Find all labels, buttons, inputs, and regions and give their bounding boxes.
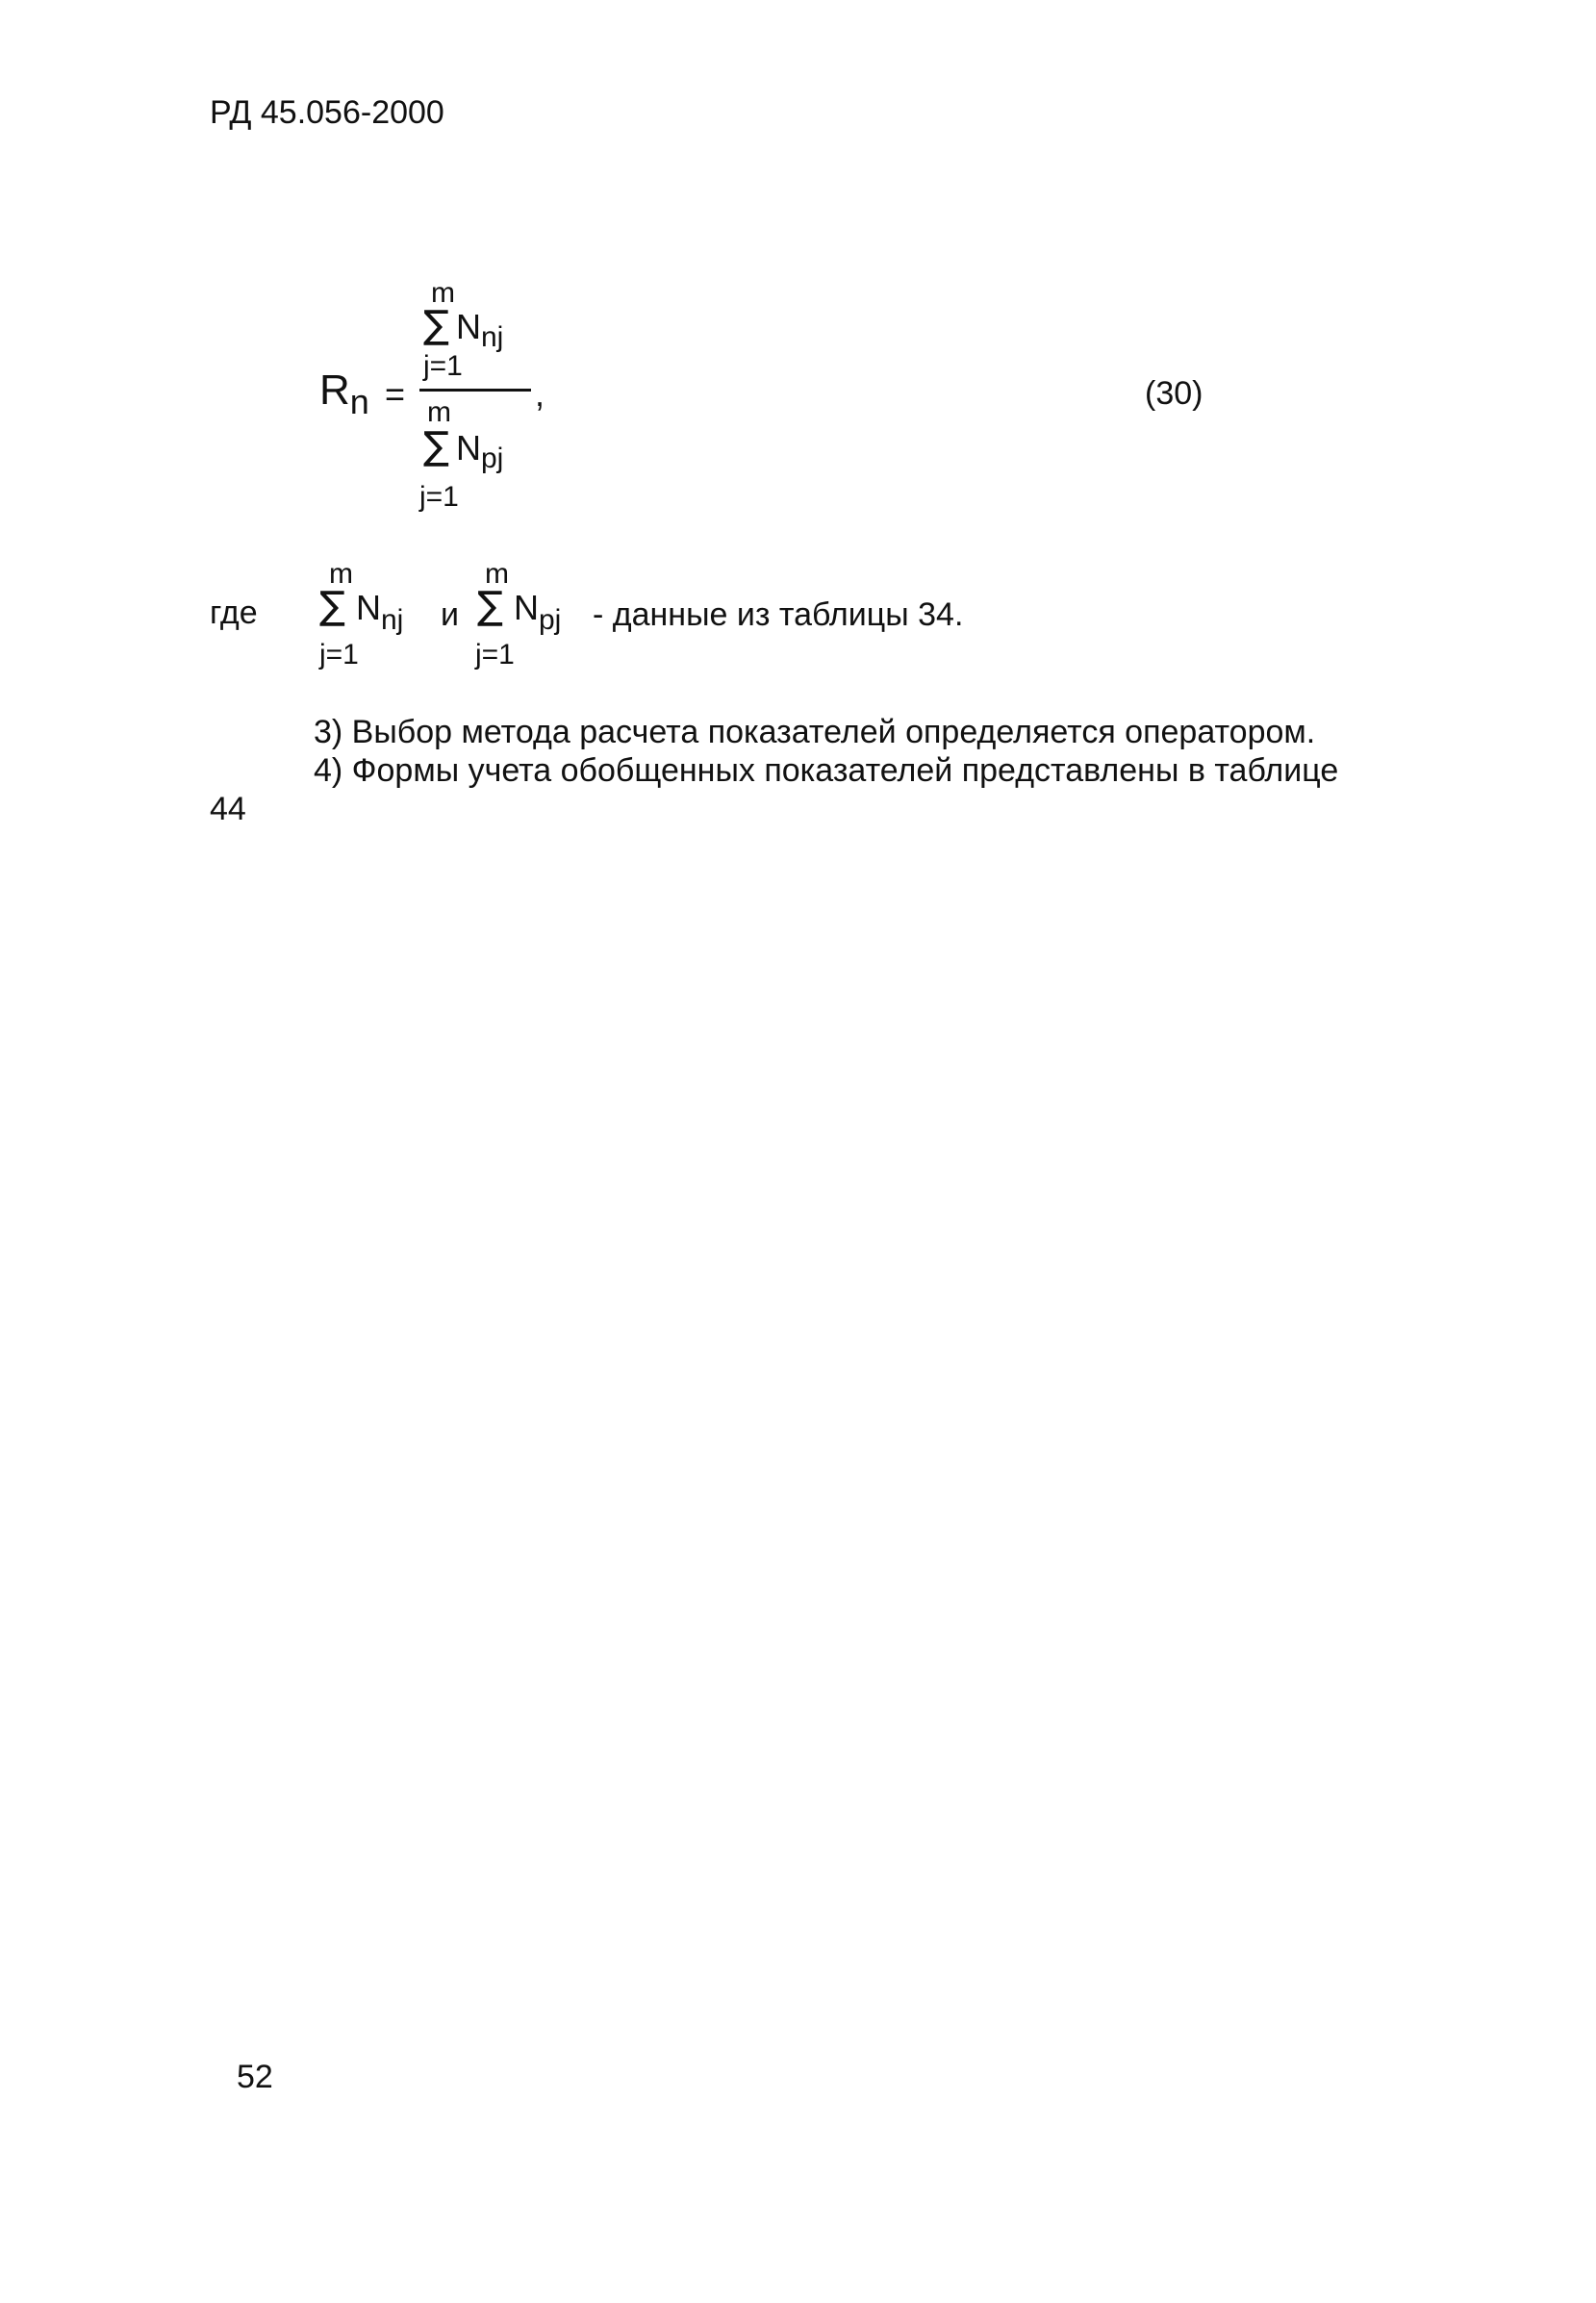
numerator-sum-sign: ∑ [423, 303, 449, 347]
sum1-sign: ∑ [319, 584, 345, 628]
fraction-bar [419, 389, 531, 392]
sum1-upper-limit: m [329, 558, 353, 590]
sum2-upper-limit: m [485, 558, 509, 590]
sum2-lower-limit: j=1 [475, 639, 515, 671]
item-4: 4) Формы учета обобщенных показателей представлены в таблице [314, 752, 1339, 789]
denominator-sum-sign: ∑ [423, 424, 449, 468]
sum2-sign: ∑ [477, 584, 503, 628]
numerator-symbol: $N_{nj}$ [456, 307, 504, 353]
equals-sign: = [385, 374, 406, 414]
sum1-symbol: $N_{nj}$ [356, 588, 404, 636]
where-label: где [210, 595, 258, 631]
numerator-upper-limit: m [431, 277, 455, 309]
denominator-symbol: $N_{pj}$ [456, 428, 504, 474]
formula-lhs: $R_n$ [319, 367, 369, 421]
sum2-symbol: $N_{pj}$ [514, 588, 562, 636]
conjunction: и [441, 596, 459, 633]
denominator-lower-limit: j=1 [419, 481, 459, 513]
sum1-lower-limit: j=1 [319, 639, 359, 671]
inner-page-number: 44 [210, 791, 246, 827]
equation-number: (30) [1145, 375, 1203, 412]
where-description: - данные из таблицы 34. [593, 596, 964, 633]
numerator-lower-limit: j=1 [423, 350, 463, 382]
item-3: 3) Выбор метода расчета показателей определяется оператором. [314, 714, 1316, 750]
document-code: РД 45.056-2000 [210, 94, 444, 131]
page-number: 52 [237, 2059, 273, 2095]
formula-comma: , [535, 374, 545, 414]
denominator-upper-limit: m [427, 396, 451, 428]
